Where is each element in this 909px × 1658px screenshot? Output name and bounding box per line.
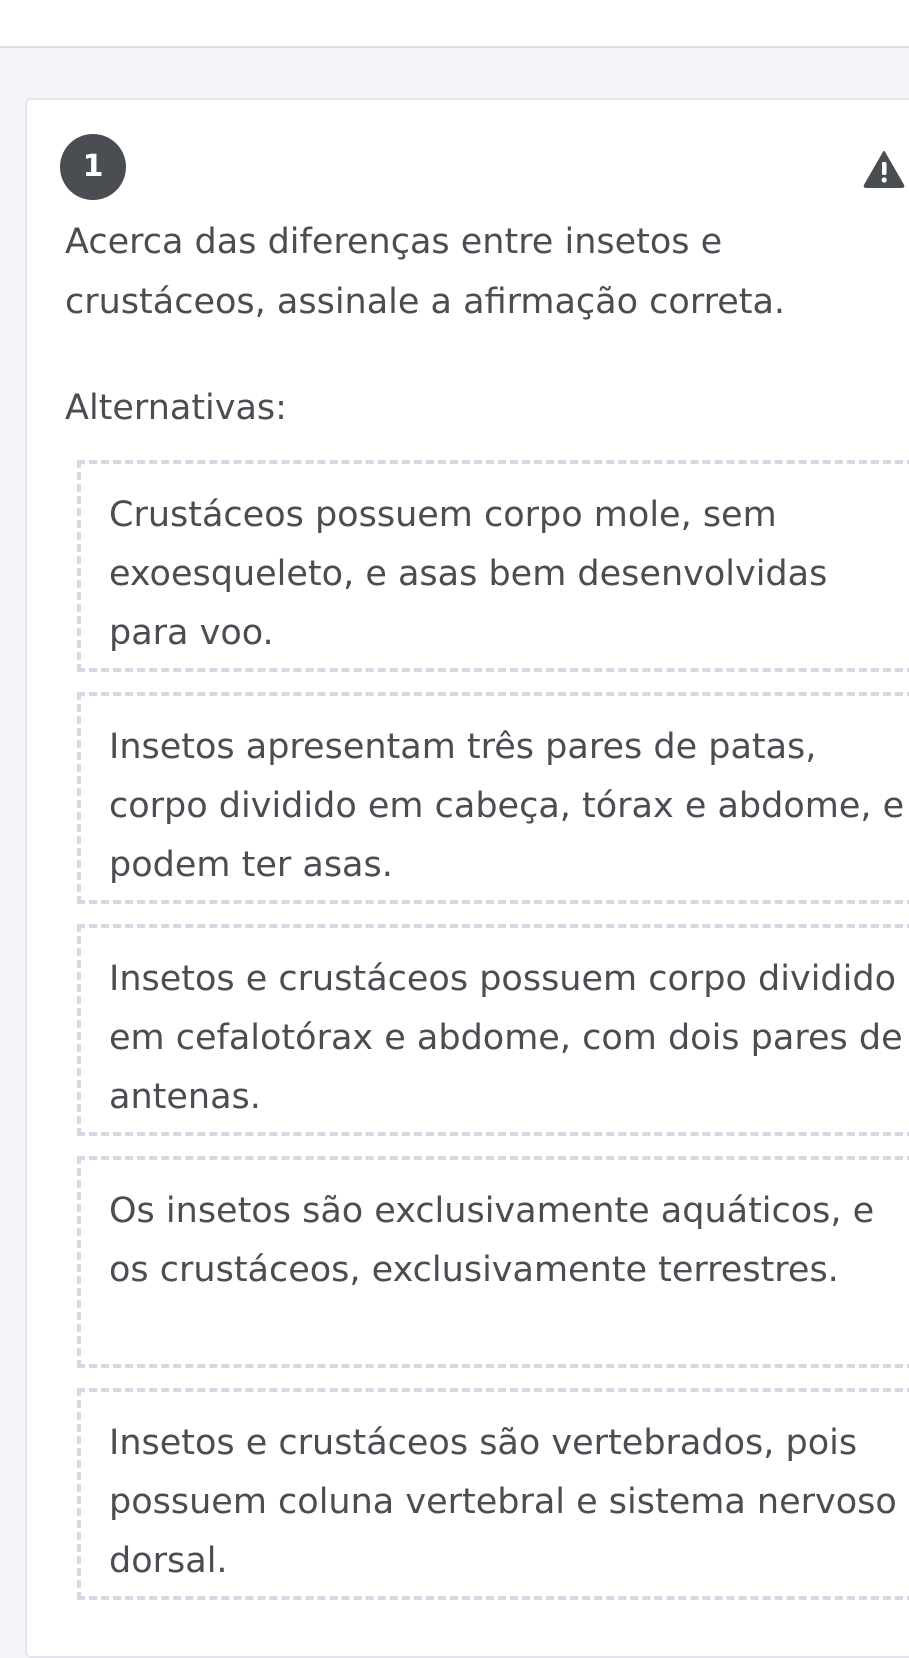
option-item[interactable] — [77, 692, 909, 904]
options-list — [77, 460, 909, 1620]
option-text: Insetos e crustáceos são vertebrados, pois possuem coluna vertebral e sistema nervoso dorsal. — [109, 1423, 897, 1581]
top-bar — [0, 0, 909, 48]
option-item[interactable] — [77, 1388, 909, 1600]
question-card — [25, 98, 909, 1658]
question-number-badge: 1 — [60, 134, 126, 200]
option-item[interactable] — [77, 924, 909, 1136]
option-text: Insetos apresentam três pares de patas, corpo dividido em cabeça, tórax e abdome, e podem ter asas. — [109, 727, 905, 885]
option-text: Insetos e crustáceos possuem corpo dividido em cefalotórax e abdome, com dois pares de antenas. — [109, 959, 903, 1117]
question-text: Acerca das diferenças entre insetos e crustáceos, assinale a afirmação correta. — [65, 222, 786, 322]
option-text: Crustáceos possuem corpo mole, sem exoesqueleto, e asas bem desenvolvidas para voo. — [109, 495, 828, 653]
alternatives-label: Alternativas: — [65, 388, 287, 428]
option-item[interactable] — [77, 460, 909, 672]
option-text: Os insetos são exclusivamente aquáticos, e os crustáceos, exclusivamente terrestres. — [109, 1191, 875, 1290]
warning-triangle-icon[interactable] — [863, 150, 905, 188]
option-item[interactable] — [77, 1156, 909, 1368]
